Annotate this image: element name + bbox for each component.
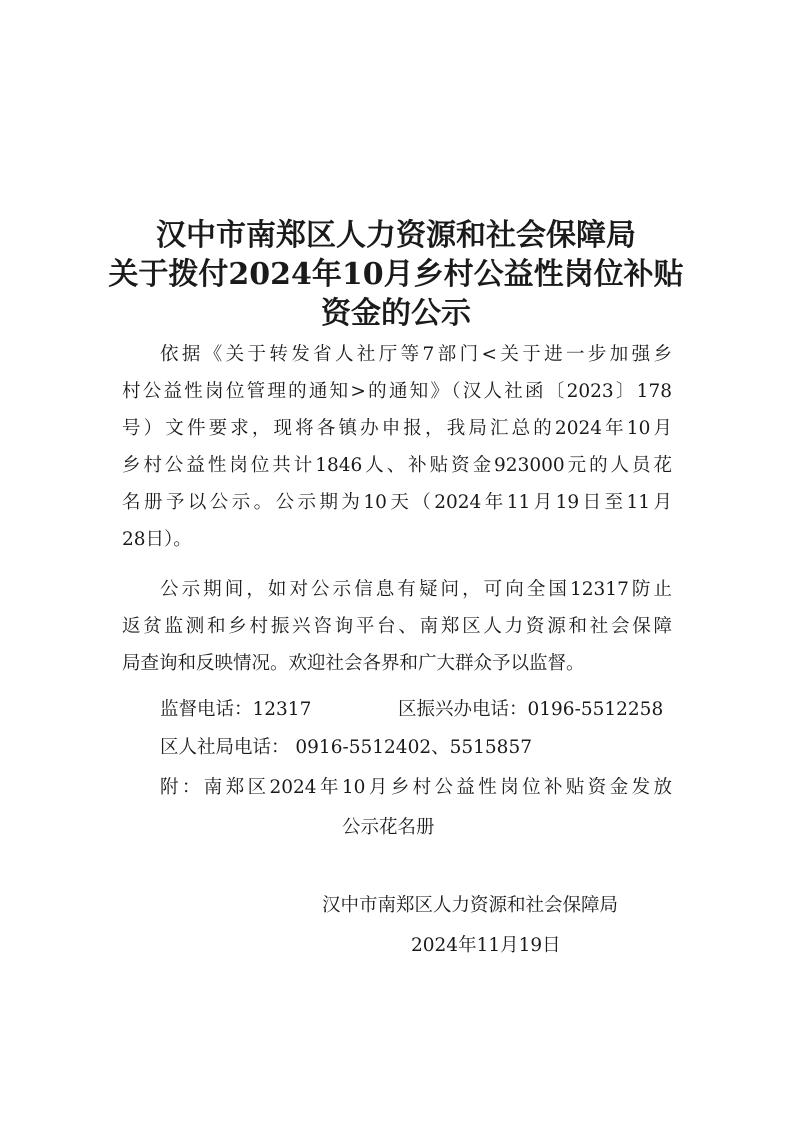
paragraph-line: 局查询和反映情况。欢迎社会各界和广大群众予以监督。 [122, 653, 585, 674]
paragraph-line: 名册予以公示。公示期为10天（2024年11月19日至11月 [122, 492, 672, 513]
paragraph-line: 28日）。 [122, 529, 192, 550]
paragraph-line: 村公益性岗位管理的通知>的通知》（汉人社函〔2023〕178 [122, 381, 672, 402]
paragraph-line: 公示期间，如对公示信息有疑问，可向全国12317防止 [160, 579, 672, 600]
issuing-organization: 汉中市南郑区人力资源和社会保障局 [322, 895, 619, 916]
attachment-line: 附：南郑区2024年10月乡村公益性岗位补贴资金发放 [160, 777, 672, 798]
supervise-phone: 监督电话：12317 [160, 699, 312, 720]
issue-date: 2024年11月19日 [411, 935, 561, 956]
title-line-2: 关于拨付2024年10月乡村公益性岗位补贴 [108, 257, 684, 292]
paragraph-line: 号）文件要求，现将各镇办申报，我局汇总的2024年10月 [122, 418, 672, 439]
district-office-phone: 区振兴办电话：0196-5512258 [398, 699, 664, 720]
title-line-3: 资金的公示 [321, 296, 471, 331]
paragraph-line: 乡村公益性岗位共计1846人、补贴资金923000元的人员花 [122, 455, 672, 476]
hrss-phone: 区人社局电话： 0916-5512402、5515857 [160, 737, 532, 758]
title-line-1: 汉中市南郑区人力资源和社会保障局 [156, 218, 636, 253]
paragraph-line: 返贫监测和乡村振兴咨询平台、南郑区人力资源和社会保障 [122, 616, 672, 637]
attachment-line: 公示花名册 [342, 817, 435, 838]
paragraph-line: 依据《关于转发省人社厅等7部门<关于进一步加强乡 [160, 344, 672, 365]
